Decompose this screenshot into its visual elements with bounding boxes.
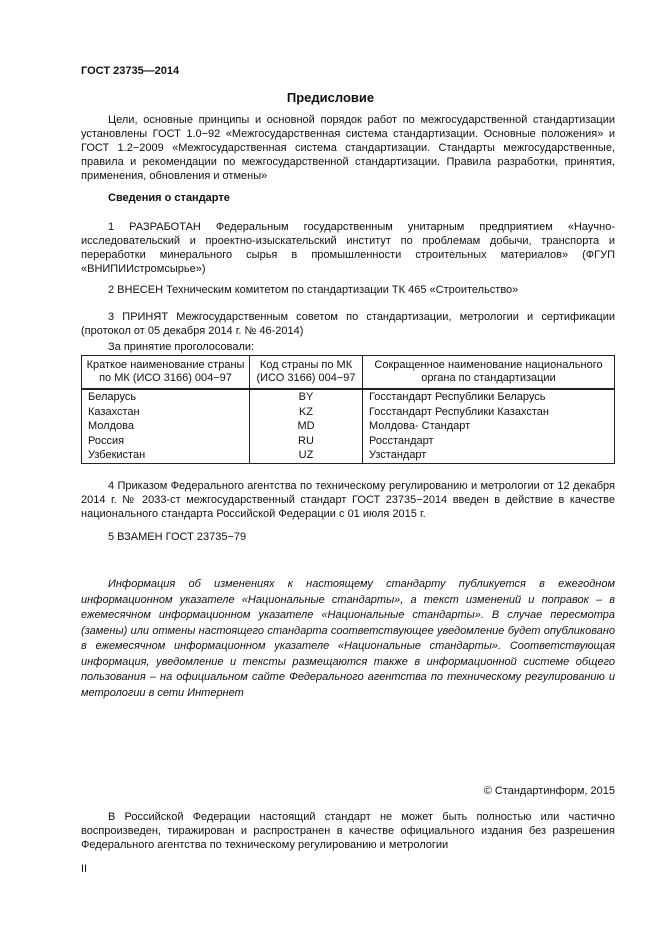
standards-body: Госстандарт Республики Беларусь bbox=[363, 389, 615, 405]
table-header-cell: Код страны по МК (ИСО 3166) 004−97 bbox=[250, 356, 363, 390]
page-number: II bbox=[81, 863, 88, 875]
country-name: Россия bbox=[82, 434, 250, 449]
country-code: RU bbox=[250, 434, 363, 449]
country-code: UZ bbox=[250, 448, 363, 463]
item-adopted: 3 ПРИНЯТ Межгосударственным советом по стандартизации, метрологии и сертификации (протокол от 05 декабря 2014 г. № 46-2014) bbox=[81, 311, 615, 337]
country-code: MD bbox=[250, 419, 363, 434]
intro-paragraph: Цели, основные принципы и основной порядок работ по межгосударственной стандартизации установлены ГОСТ 1.0−92 «Межгосударственная система стандартизации. Основные положения» и ГОСТ 1.2−2009 «Межгосударственная система стандартизации. Стандарты межгосударственные, правила и рекомендации по межгосударственной стандартизации. Правила разработки, принятия, применения, обновления и отмены» bbox=[81, 114, 615, 182]
standards-body: Госстандарт Республики Казахстан bbox=[363, 405, 615, 420]
vote-caption: За принятие проголосовали: bbox=[108, 341, 255, 353]
country-code: KZ bbox=[250, 405, 363, 420]
country-name: Молдова bbox=[82, 419, 250, 434]
reproduction-restriction: В Российской Федерации настоящий стандарт не может быть полностью или частично воспроизведен, тиражирован и распространен в качестве официального издания без разрешения Федерального агентства по техническому регулированию и метрологии bbox=[81, 811, 615, 851]
country-name: Беларусь bbox=[82, 389, 250, 405]
section-subtitle: Сведения о стандарте bbox=[108, 192, 230, 204]
table-row bbox=[82, 405, 615, 420]
item-replaces: 5 ВЗАМЕН ГОСТ 23735−79 bbox=[108, 531, 247, 543]
changes-notice: Информация об изменениях к настоящему стандарту публикуется в ежегодном информационном указателе «Национальные стандарты», а текст изменений и поправок – в ежемесячном информационном указателе «Национальные стандарты». В случае пересмотра (замены) или отмены настоящего стандарта соответствующее уведомление будет опубликовано в ежемесячном информационном указателе «Национальные стандарты». Соответствующая информация, уведомление и тексты размещаются также в информационной системе общего пользования – на официальном сайте Федерального агентства по техническому регулированию и метрологии в сети Интернет bbox=[81, 578, 615, 699]
standards-body: Узстандарт bbox=[363, 448, 615, 463]
document-header: ГОСТ 23735—2014 bbox=[81, 65, 180, 77]
table-row bbox=[82, 434, 615, 449]
table-row bbox=[82, 419, 615, 434]
item-developed: 1 РАЗРАБОТАН Федеральным государственным унитарным предприятием «Научно-исследовательский и проектно-изыскательский институт по проблемам добычи, транспорта и переработки минерального сырья в промышленности строительных материалов» (ФГУП «ВНИПИИстромсырье») bbox=[81, 221, 615, 275]
table-header-cell: Краткое наименование страны по МК (ИСО 3166) 004−97 bbox=[82, 356, 250, 390]
table-row bbox=[82, 389, 615, 405]
table-row bbox=[82, 448, 615, 463]
item-submitted: 2 ВНЕСЕН Техническим комитетом по стандартизации ТК 465 «Строительство» bbox=[108, 284, 519, 296]
country-name: Узбекистан bbox=[82, 448, 250, 463]
table-header-row bbox=[82, 356, 615, 390]
standards-body: Росстандарт bbox=[363, 434, 615, 449]
table-header-cell: Сокращенное наименование национального органа по стандартизации bbox=[363, 356, 615, 390]
page-title: Предисловие bbox=[286, 90, 375, 105]
copyright-line: © Стандартинформ, 2015 bbox=[483, 785, 615, 797]
country-name: Казахстан bbox=[82, 405, 250, 420]
standards-body: Молдова- Стандарт bbox=[363, 419, 615, 434]
voting-table bbox=[81, 355, 615, 464]
country-code: BY bbox=[250, 389, 363, 405]
item-enacted: 4 Приказом Федерального агентства по техническому регулированию и метрологии от 12 декабря 2014 г. № 2033-ст межгосударственный стандарт ГОСТ 23735−2014 введен в действие в качестве национального стандарта Российской Федерации с 01 июля 2015 г. bbox=[81, 480, 615, 520]
